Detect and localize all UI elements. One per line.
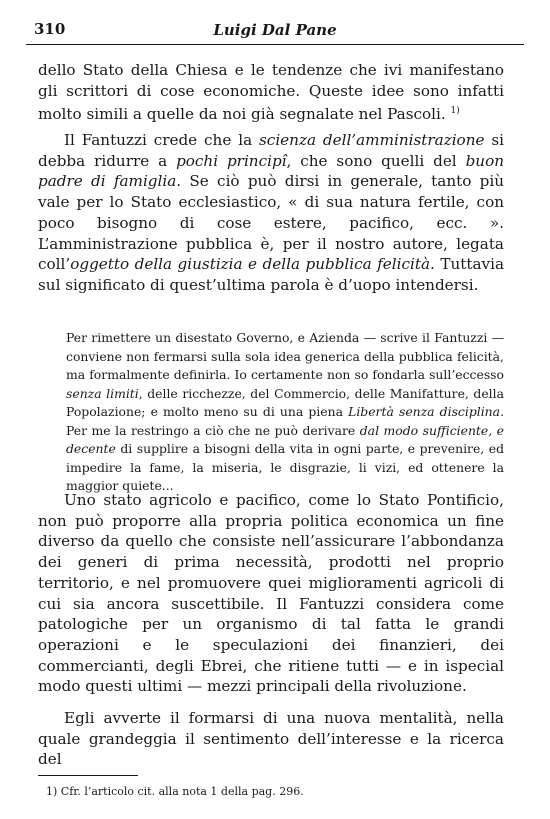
footnote-ref: 1)	[450, 106, 460, 117]
paragraph-fantuzzi: Il Fantuzzi crede che la scienza dell’amministrazione si debba ridurre a pochi principî, che sono quelli del buon padre di famiglia. Se ciò può dirsi in generale, tanto più vale per lo Stato ecclesiastico, « di sua natura fertile, con poco bisogno di cose estere, pacifico, ecc. ». L’amministrazione pubblica è, per il nostro autore, legata coll’oggetto della giustizia e della pubblica felicità. Tuttavia sul significato di quest’ultima parola è d’uopo intendersi.	[38, 131, 505, 294]
paragraph-nuova-mentalita: Egli avverte il formarsi di una nuova mentalità, nella quale grandeggia il sentimento dell’interesse e la ricerca del	[38, 709, 504, 769]
running-header	[26, 20, 524, 45]
footnote: 1) Cfr. l’articolo cit. alla nota 1 della pag. 296.	[46, 785, 304, 798]
running-head-author: Luigi Dal Pane	[213, 21, 337, 39]
page-number: 310	[34, 20, 66, 38]
block-quote: Per rimettere un disestato Governo, e Azienda — scrive il Fantuzzi — conviene non fermarsi sulla sola idea generica della pubblica felicità, ma formalmente definirla. Io certamente non so fondarla sull’eccesso senza limiti, delle ricchezze, del Commercio, delle Manifatture, della Popolazione; e molto meno su di una piena Libertà senza disciplina. Per me la restringo a ciò che ne può derivare dal modo sufficiente, e decente di supplire a bisogni della vita in ogni parte, e prevenire, ed impedire la fame, la miseria, le disgrazie, li vizi, ed ottenere la maggior quiete...	[66, 330, 505, 493]
paragraph-continued: dello Stato della Chiesa e le tendenze che ivi manifestano gli scrittori di cose economiche. Queste idee sono infatti molto simili a quelle da noi già segnalate nel Pascoli. $^{1)}$	[38, 61, 504, 124]
footnote-rule	[38, 775, 138, 776]
paragraph-stato-agricolo: Uno stato agricolo e pacifico, come lo Stato Pontificio, non può proporre alla propria politica economica un fine diverso da quello che consiste nell’assicurare l’abbondanza dei generi di prima necessità, prodotti nel proprio territorio, e nel promuovere quei miglioramenti agricoli di cui sia ancora suscettibile. Il Fantuzzi considera come patologiche per un organismo di tal fatta le grandi operazioni e le speculazioni dei finanzieri, dei commercianti, degli Ebrei, che ritiene tutti — e in ispecial modo questi ultimi — mezzi principali della rivoluzione.	[38, 491, 504, 696]
